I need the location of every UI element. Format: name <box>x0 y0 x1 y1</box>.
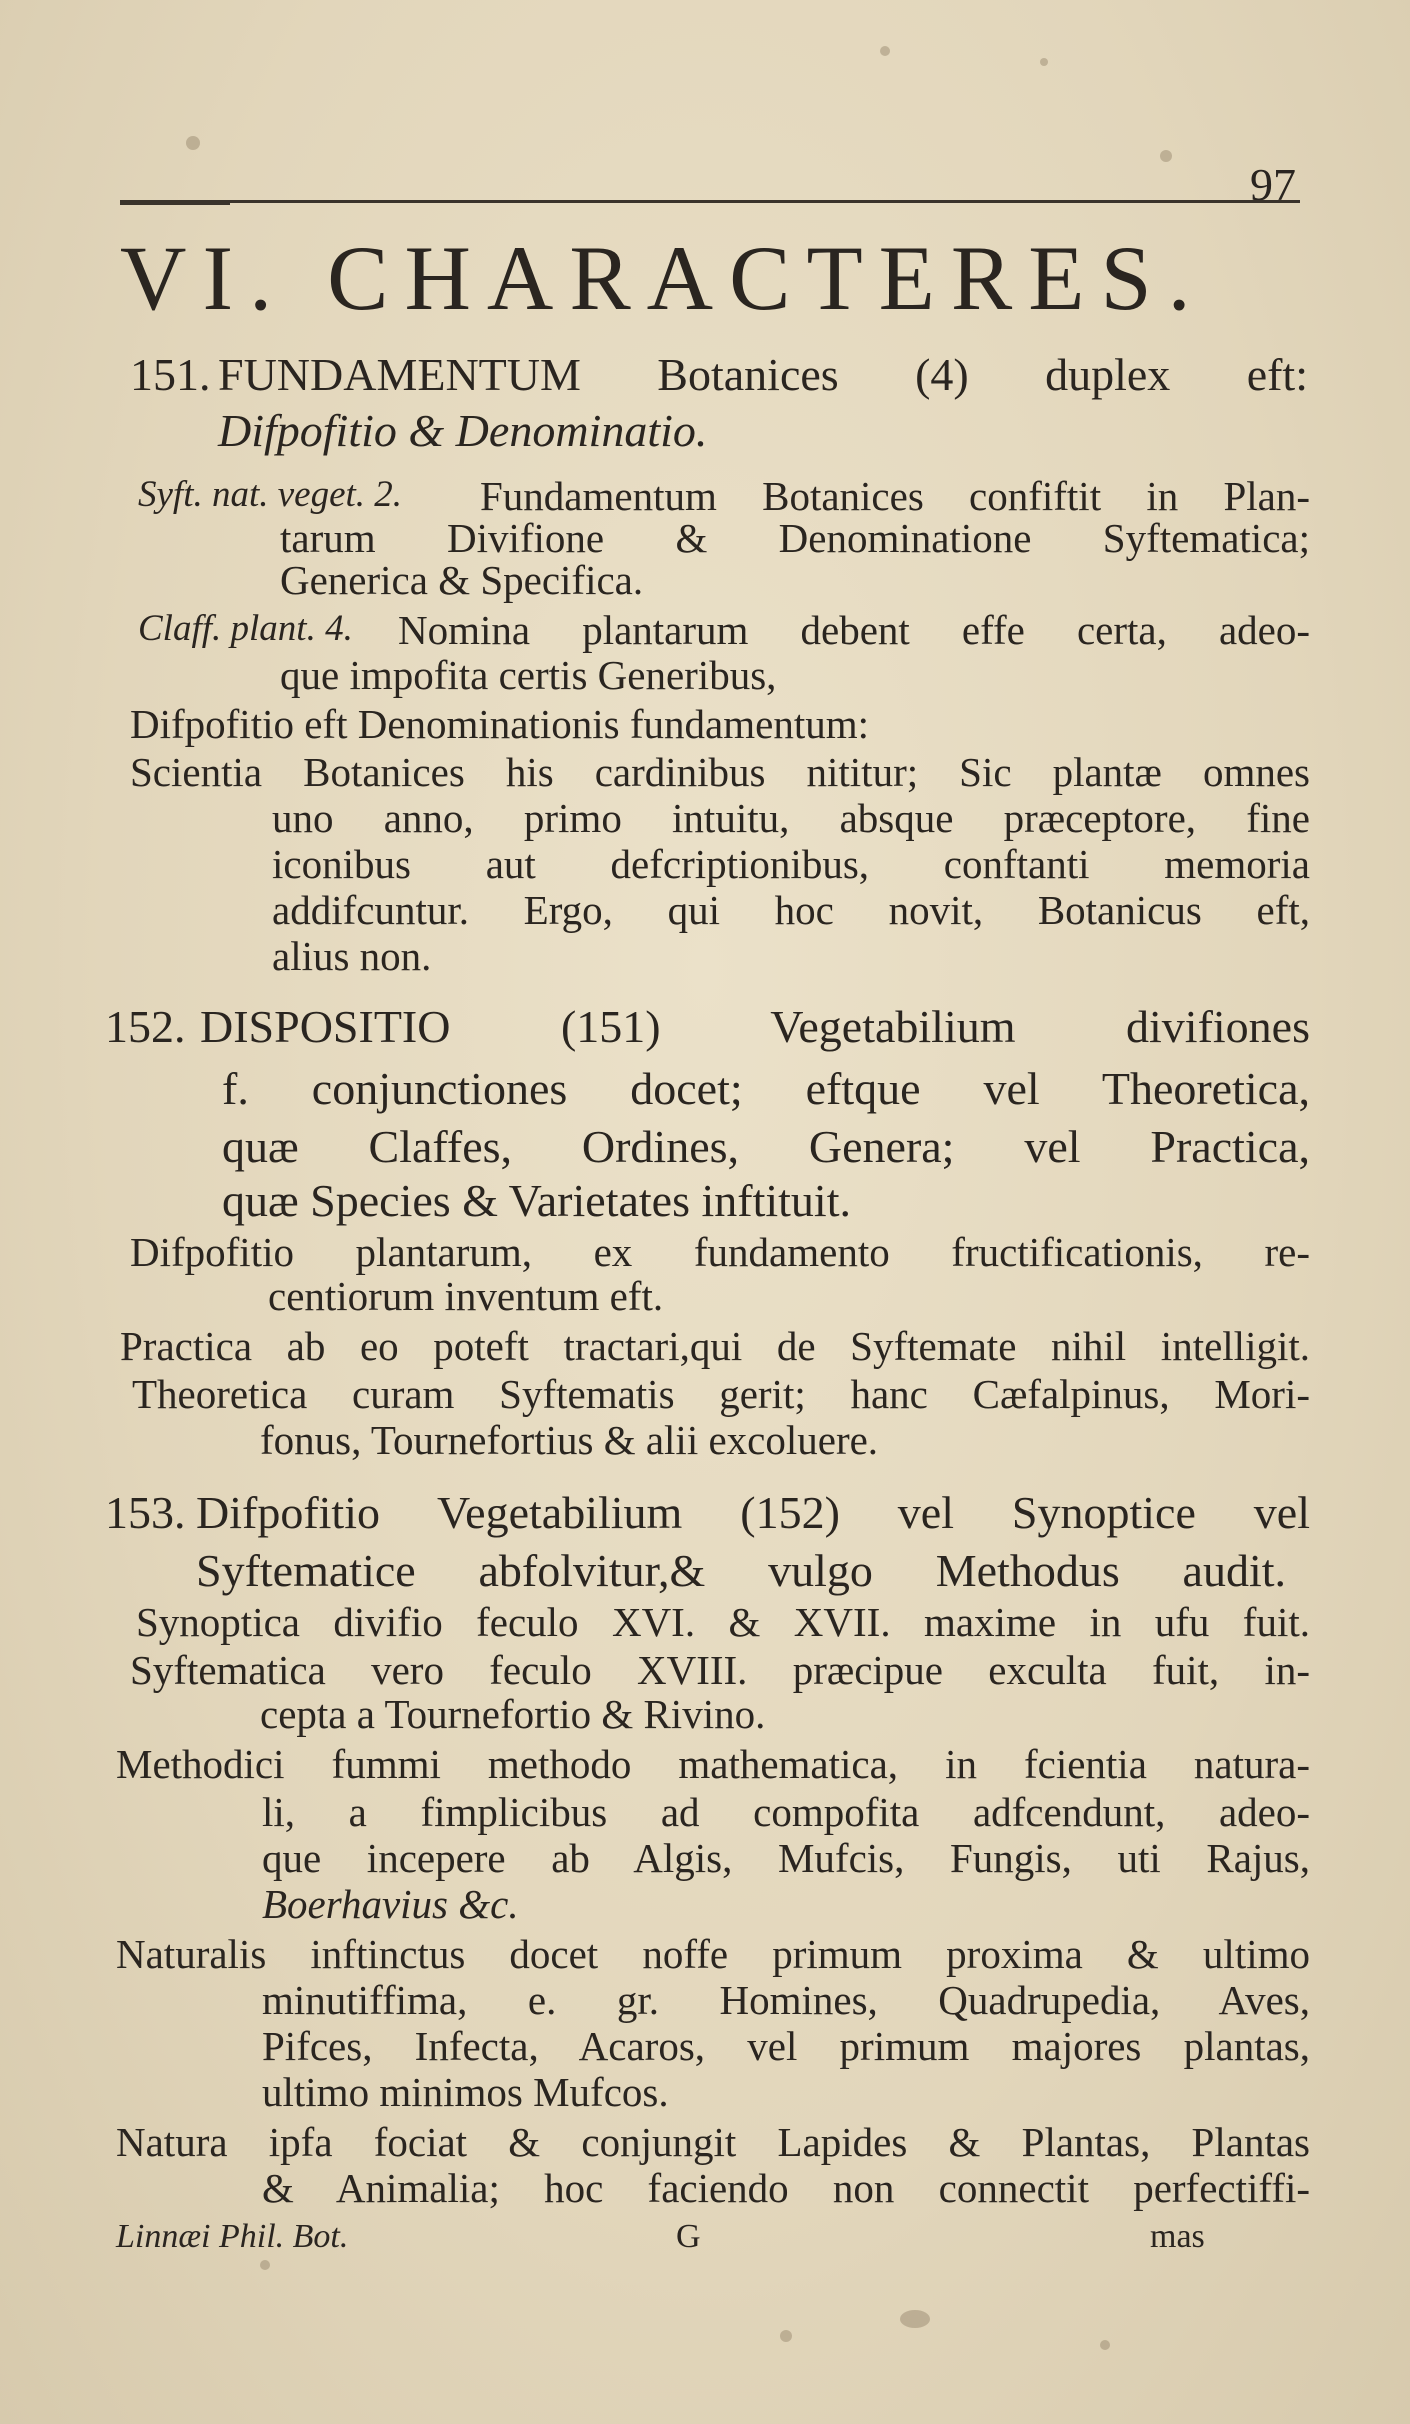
paper-speck <box>780 2330 792 2342</box>
quote-1-line-b: tarum Divifione & Denominatione Syftematica; <box>280 515 1310 561</box>
paragraph-methodici-a: Methodici fummi methodo mathematica, in fcientia natura- <box>116 1741 1310 1787</box>
paragraph-dispositio: Difpofitio eft Denominationis fundamentum: <box>130 701 870 747</box>
section-153-line-1: Difpofitio Vegetabilium (152) vel Synoptice vel <box>196 1487 1310 1538</box>
paragraph-dispositio-plantarum-a: Difpofitio plantarum, ex fundamento fructificationis, re- <box>130 1229 1310 1275</box>
paper-speck <box>900 2310 930 2328</box>
paper-speck <box>186 136 200 150</box>
paragraph-scientia-b: uno anno, primo intuitu, absque præceptore, fine <box>272 795 1310 841</box>
section-153-line-2: Syftematice abfolvitur,& vulgo Methodus audit. <box>196 1545 1286 1596</box>
running-title: Linnæi Phil. Bot. <box>116 2218 349 2255</box>
quote-1-line-c: Generica & Specifica. <box>280 557 644 603</box>
paragraph-scientia-a: Scientia Botanices his cardinibus nititur; Sic plantæ omnes <box>130 749 1310 795</box>
paragraph-systematica-a: Syftematica vero feculo XVIII. præcipue exculta fuit, in- <box>130 1647 1310 1693</box>
signature-mark: G <box>676 2218 701 2255</box>
paper-speck <box>1160 150 1172 162</box>
paragraph-naturalis-c: Pifces, Infecta, Acaros, vel primum majores plantas, <box>262 2023 1310 2069</box>
paragraph-naturalis-d: ultimo minimos Mufcos. <box>262 2069 669 2115</box>
paragraph-synoptica: Synoptica divifio feculo XVI. & XVII. maxime in ufu fuit. <box>136 1599 1310 1645</box>
paragraph-naturalis-b: minutiffima, e. gr. Homines, Quadrupedia, Aves, <box>262 1977 1310 2023</box>
quote-2-line-a: Nomina plantarum debent effe certa, adeo- <box>398 607 1310 653</box>
reference-class-plant: Claff. plant. 4. <box>138 608 353 649</box>
section-152-line-2: f. conjunctiones docet; eftque vel Theoretica, <box>222 1063 1310 1114</box>
paragraph-practica: Practica ab eo poteft tractari,qui de Syftemate nihil intelligit. <box>120 1323 1310 1369</box>
header-rule <box>120 200 1300 203</box>
quote-1-line-a: Fundamentum Botanices confiftit in Plan- <box>480 473 1310 519</box>
reference-syst-nat: Syft. nat. veget. 2. <box>138 474 403 515</box>
paragraph-scientia-e: alius non. <box>272 933 432 979</box>
paragraph-methodici-d: Boerhavius &c. <box>262 1881 519 1927</box>
section-152-line-3: quæ Claffes, Ordines, Genera; vel Practica, <box>222 1121 1310 1172</box>
paragraph-methodici-b: li, a fimplicibus ad compofita adfcendunt, adeo- <box>262 1789 1310 1835</box>
paragraph-scientia-d: addifcuntur. Ergo, qui hoc novit, Botanicus eft, <box>272 887 1310 933</box>
page-number: 97 <box>1250 159 1296 210</box>
paragraph-theoretica-b: fonus, Tournefortius & alii excoluere. <box>260 1417 879 1463</box>
section-152-line-1: DISPOSITIO (151) Vegetabilium divifiones <box>200 1001 1310 1052</box>
section-151-line-2: Difpofitio & Denominatio. <box>218 405 708 456</box>
paragraph-naturalis-a: Naturalis inftinctus docet noffe primum proxima & ultimo <box>116 1931 1310 1977</box>
paragraph-methodici-c: que incepere ab Algis, Mufcis, Fungis, uti Rajus, <box>262 1835 1310 1881</box>
quote-2-line-b: que impofita certis Generibus, <box>280 652 777 698</box>
chapter-heading: VI. CHARACTERES. <box>120 227 1207 329</box>
paper-speck <box>1100 2340 1110 2350</box>
section-151-number: 151. <box>130 349 211 400</box>
catchword: mas <box>1150 2218 1205 2255</box>
section-151-line-1: FUNDAMENTUM Botanices (4) duplex eft: <box>218 349 1308 400</box>
section-152-line-4: quæ Species & Varietates inftituit. <box>222 1175 851 1226</box>
section-152-number: 152. <box>105 1001 186 1052</box>
paper-speck <box>260 2260 270 2270</box>
paragraph-dispositio-plantarum-b: centiorum inventum eft. <box>268 1273 664 1319</box>
paragraph-scientia-c: iconibus aut defcriptionibus, conftanti memoria <box>272 841 1310 887</box>
paragraph-natura-a: Natura ipfa fociat & conjungit Lapides & Plantas, Plantas <box>116 2119 1310 2165</box>
paper-speck <box>880 46 890 56</box>
paragraph-natura-b: & Animalia; hoc faciendo non connectit perfectiffi- <box>262 2165 1310 2211</box>
paragraph-theoretica-a: Theoretica curam Syftematis gerit; hanc Cæfalpinus, Mori- <box>132 1371 1310 1417</box>
paragraph-systematica-b: cepta a Tournefortio & Rivino. <box>260 1691 766 1737</box>
paper-speck <box>1040 58 1048 66</box>
header-rule-short <box>120 203 230 205</box>
section-153-number: 153. <box>105 1487 186 1538</box>
